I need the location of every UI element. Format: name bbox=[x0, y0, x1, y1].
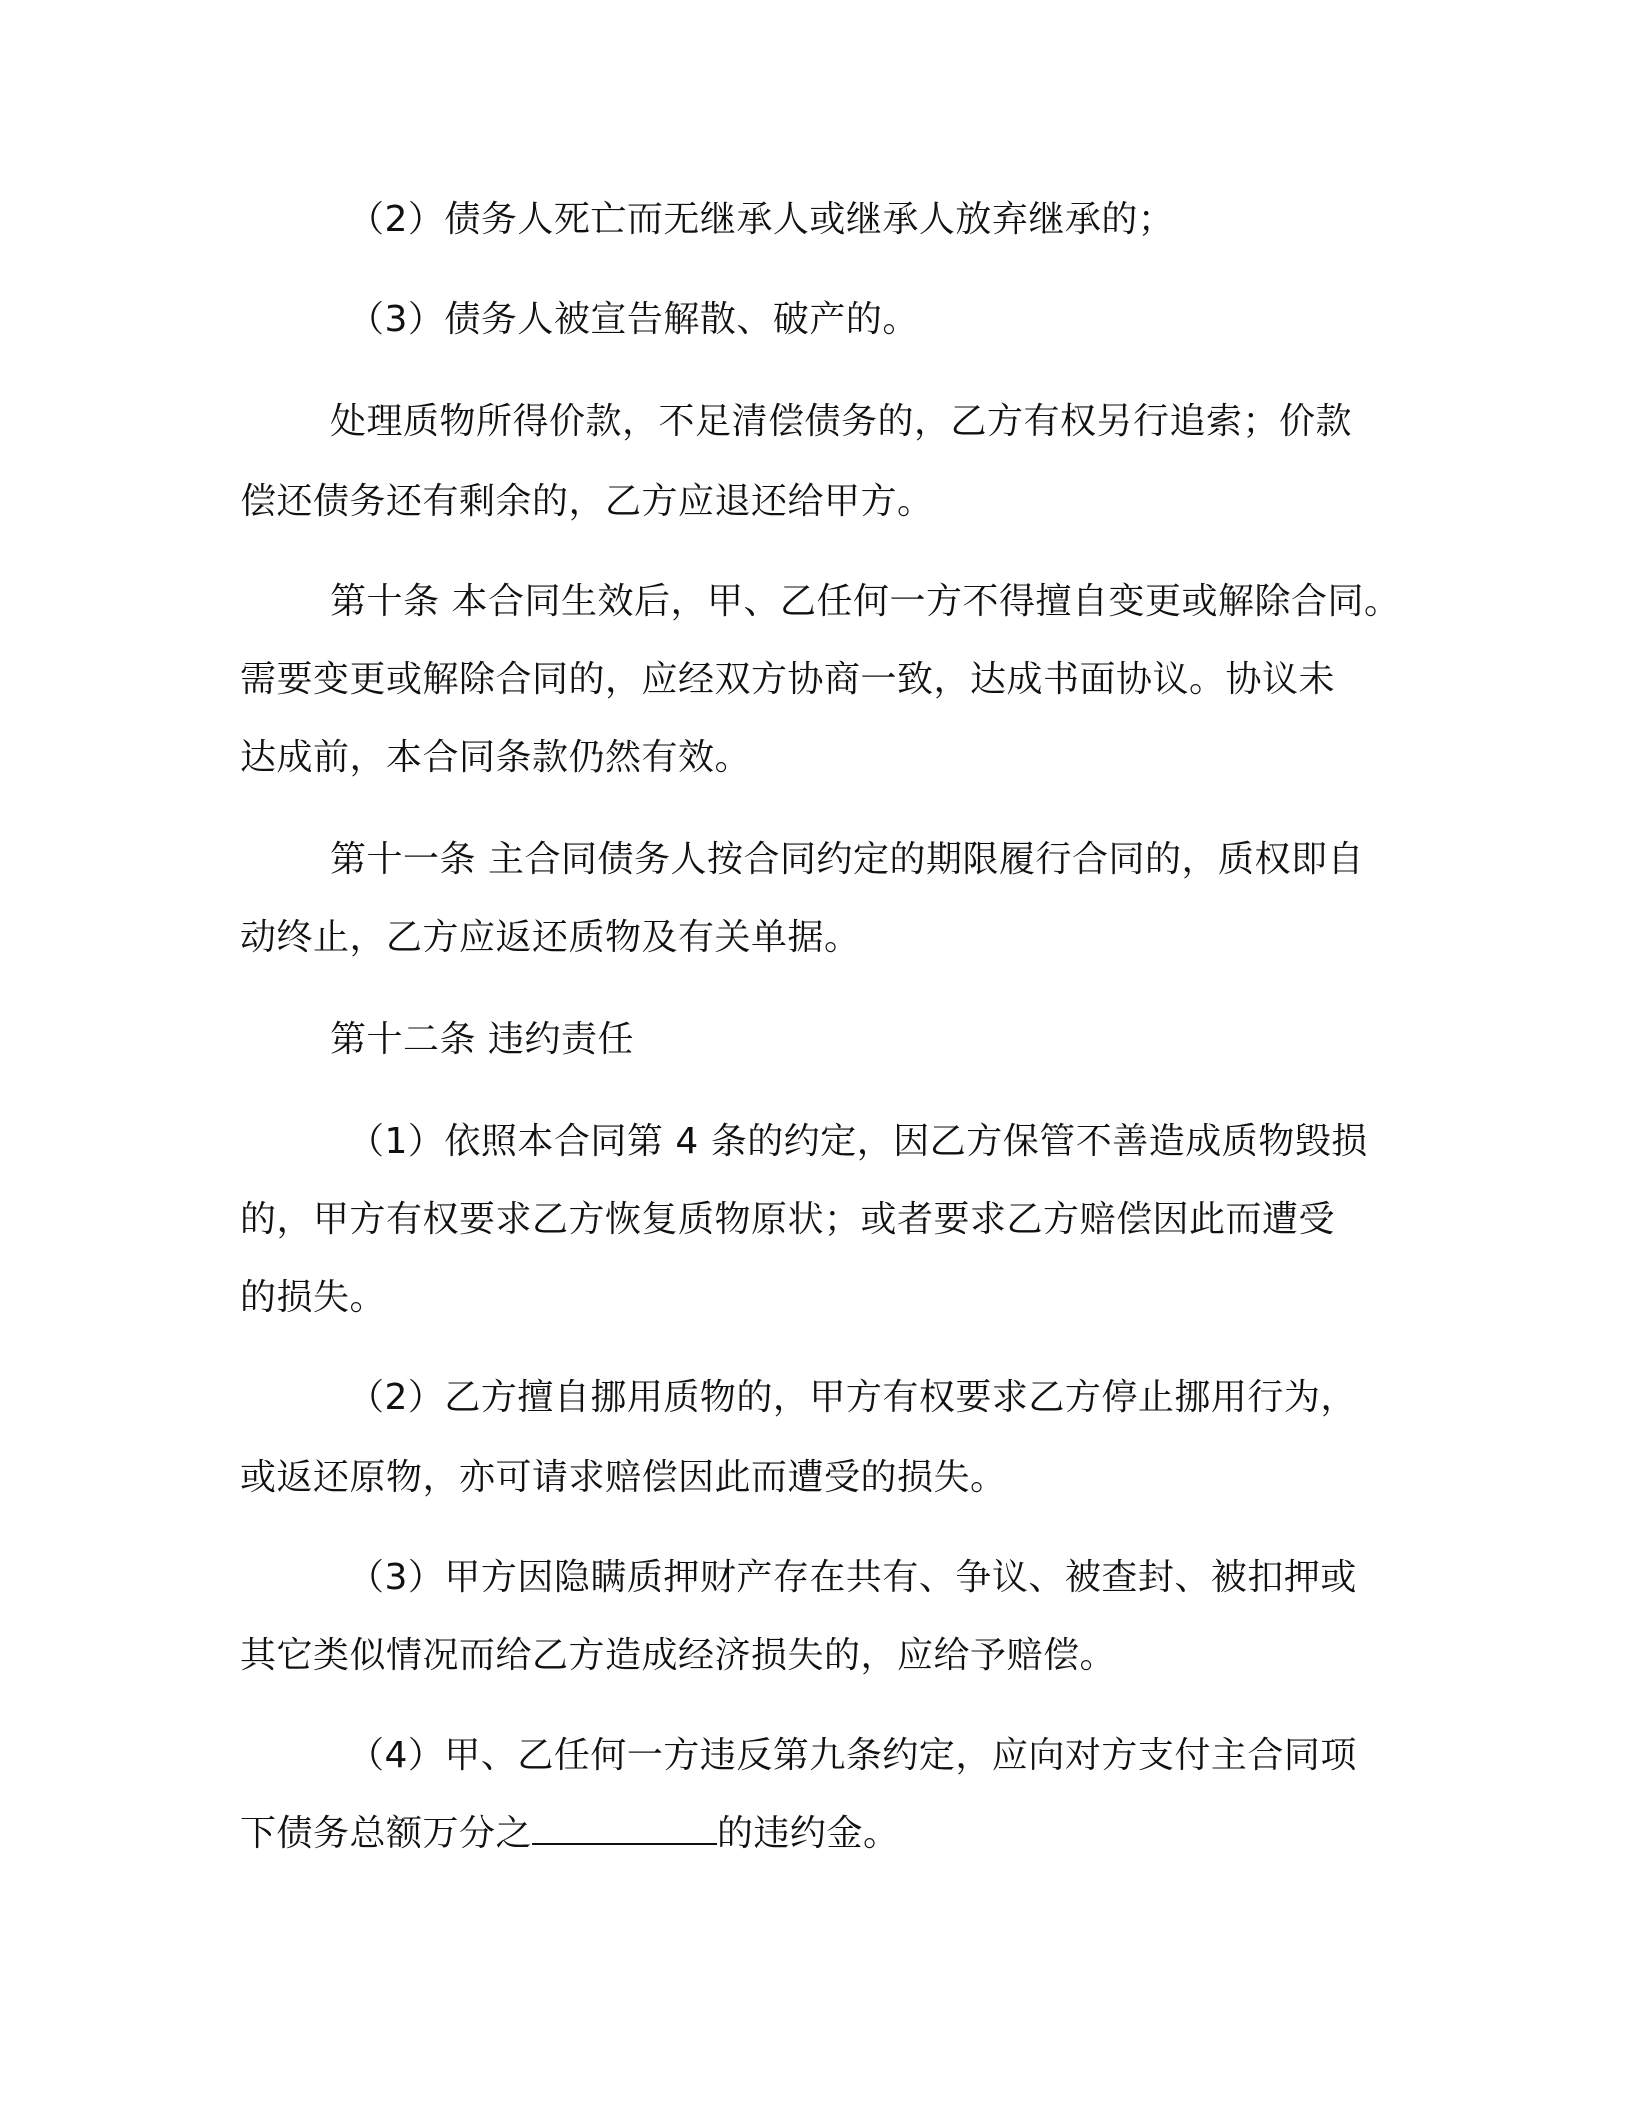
paragraph-line: 需要变更或解除合同的，应经双方协商一致，达成书面协议。协议未 bbox=[240, 659, 1336, 700]
paragraph-line: （1）依照本合同第 4 条的约定，因乙方保管不善造成质物毁损 bbox=[348, 1121, 1368, 1162]
paragraph-line: 达成前，本合同条款仍然有效。 bbox=[240, 737, 752, 778]
last-line-suffix: 的违约金。 bbox=[717, 1813, 900, 1854]
paragraph-line: 其它类似情况而给乙方造成经济损失的，应给予赔偿。 bbox=[240, 1635, 1117, 1676]
section-heading: 第十二条 违约责任 bbox=[330, 1019, 634, 1060]
paragraph-line: 偿还债务还有剩余的，乙方应退还给甲方。 bbox=[240, 481, 934, 522]
paragraph-line-with-blank bbox=[240, 1810, 900, 1858]
paragraph-line: 的，甲方有权要求乙方恢复质物原状；或者要求乙方赔偿因此而遭受 bbox=[240, 1199, 1336, 1240]
paragraph-line: 第十条 本合同生效后，甲、乙任何一方不得擅自变更或解除合同。 bbox=[330, 581, 1401, 622]
paragraph-line: 第十一条 主合同债务人按合同约定的期限履行合同的，质权即自 bbox=[330, 839, 1364, 880]
paragraph-line: （3）债务人被宣告解散、破产的。 bbox=[348, 299, 919, 340]
paragraph-line: 或返还原物，亦可请求赔偿因此而遭受的损失。 bbox=[240, 1457, 1007, 1498]
fill-in-blank[interactable] bbox=[532, 1813, 717, 1845]
paragraph-line: 处理质物所得价款，不足清偿债务的，乙方有权另行追索；价款 bbox=[330, 401, 1353, 442]
paragraph-line: 的损失。 bbox=[240, 1277, 387, 1318]
paragraph-line: （4）甲、乙任何一方违反第九条约定，应向对方支付主合同项 bbox=[348, 1735, 1357, 1776]
paragraph-line: 动终止，乙方应返还质物及有关单据。 bbox=[240, 917, 861, 958]
paragraph-line: （3）甲方因隐瞒质押财产存在共有、争议、被查封、被扣押或 bbox=[348, 1557, 1357, 1598]
last-line-prefix: 下债务总额万分之 bbox=[240, 1813, 533, 1854]
paragraph-line: （2）乙方擅自挪用质物的，甲方有权要求乙方停止挪用行为， bbox=[348, 1377, 1357, 1418]
paragraph-line: （2）债务人死亡而无继承人或继承人放弃继承的； bbox=[348, 199, 1175, 240]
